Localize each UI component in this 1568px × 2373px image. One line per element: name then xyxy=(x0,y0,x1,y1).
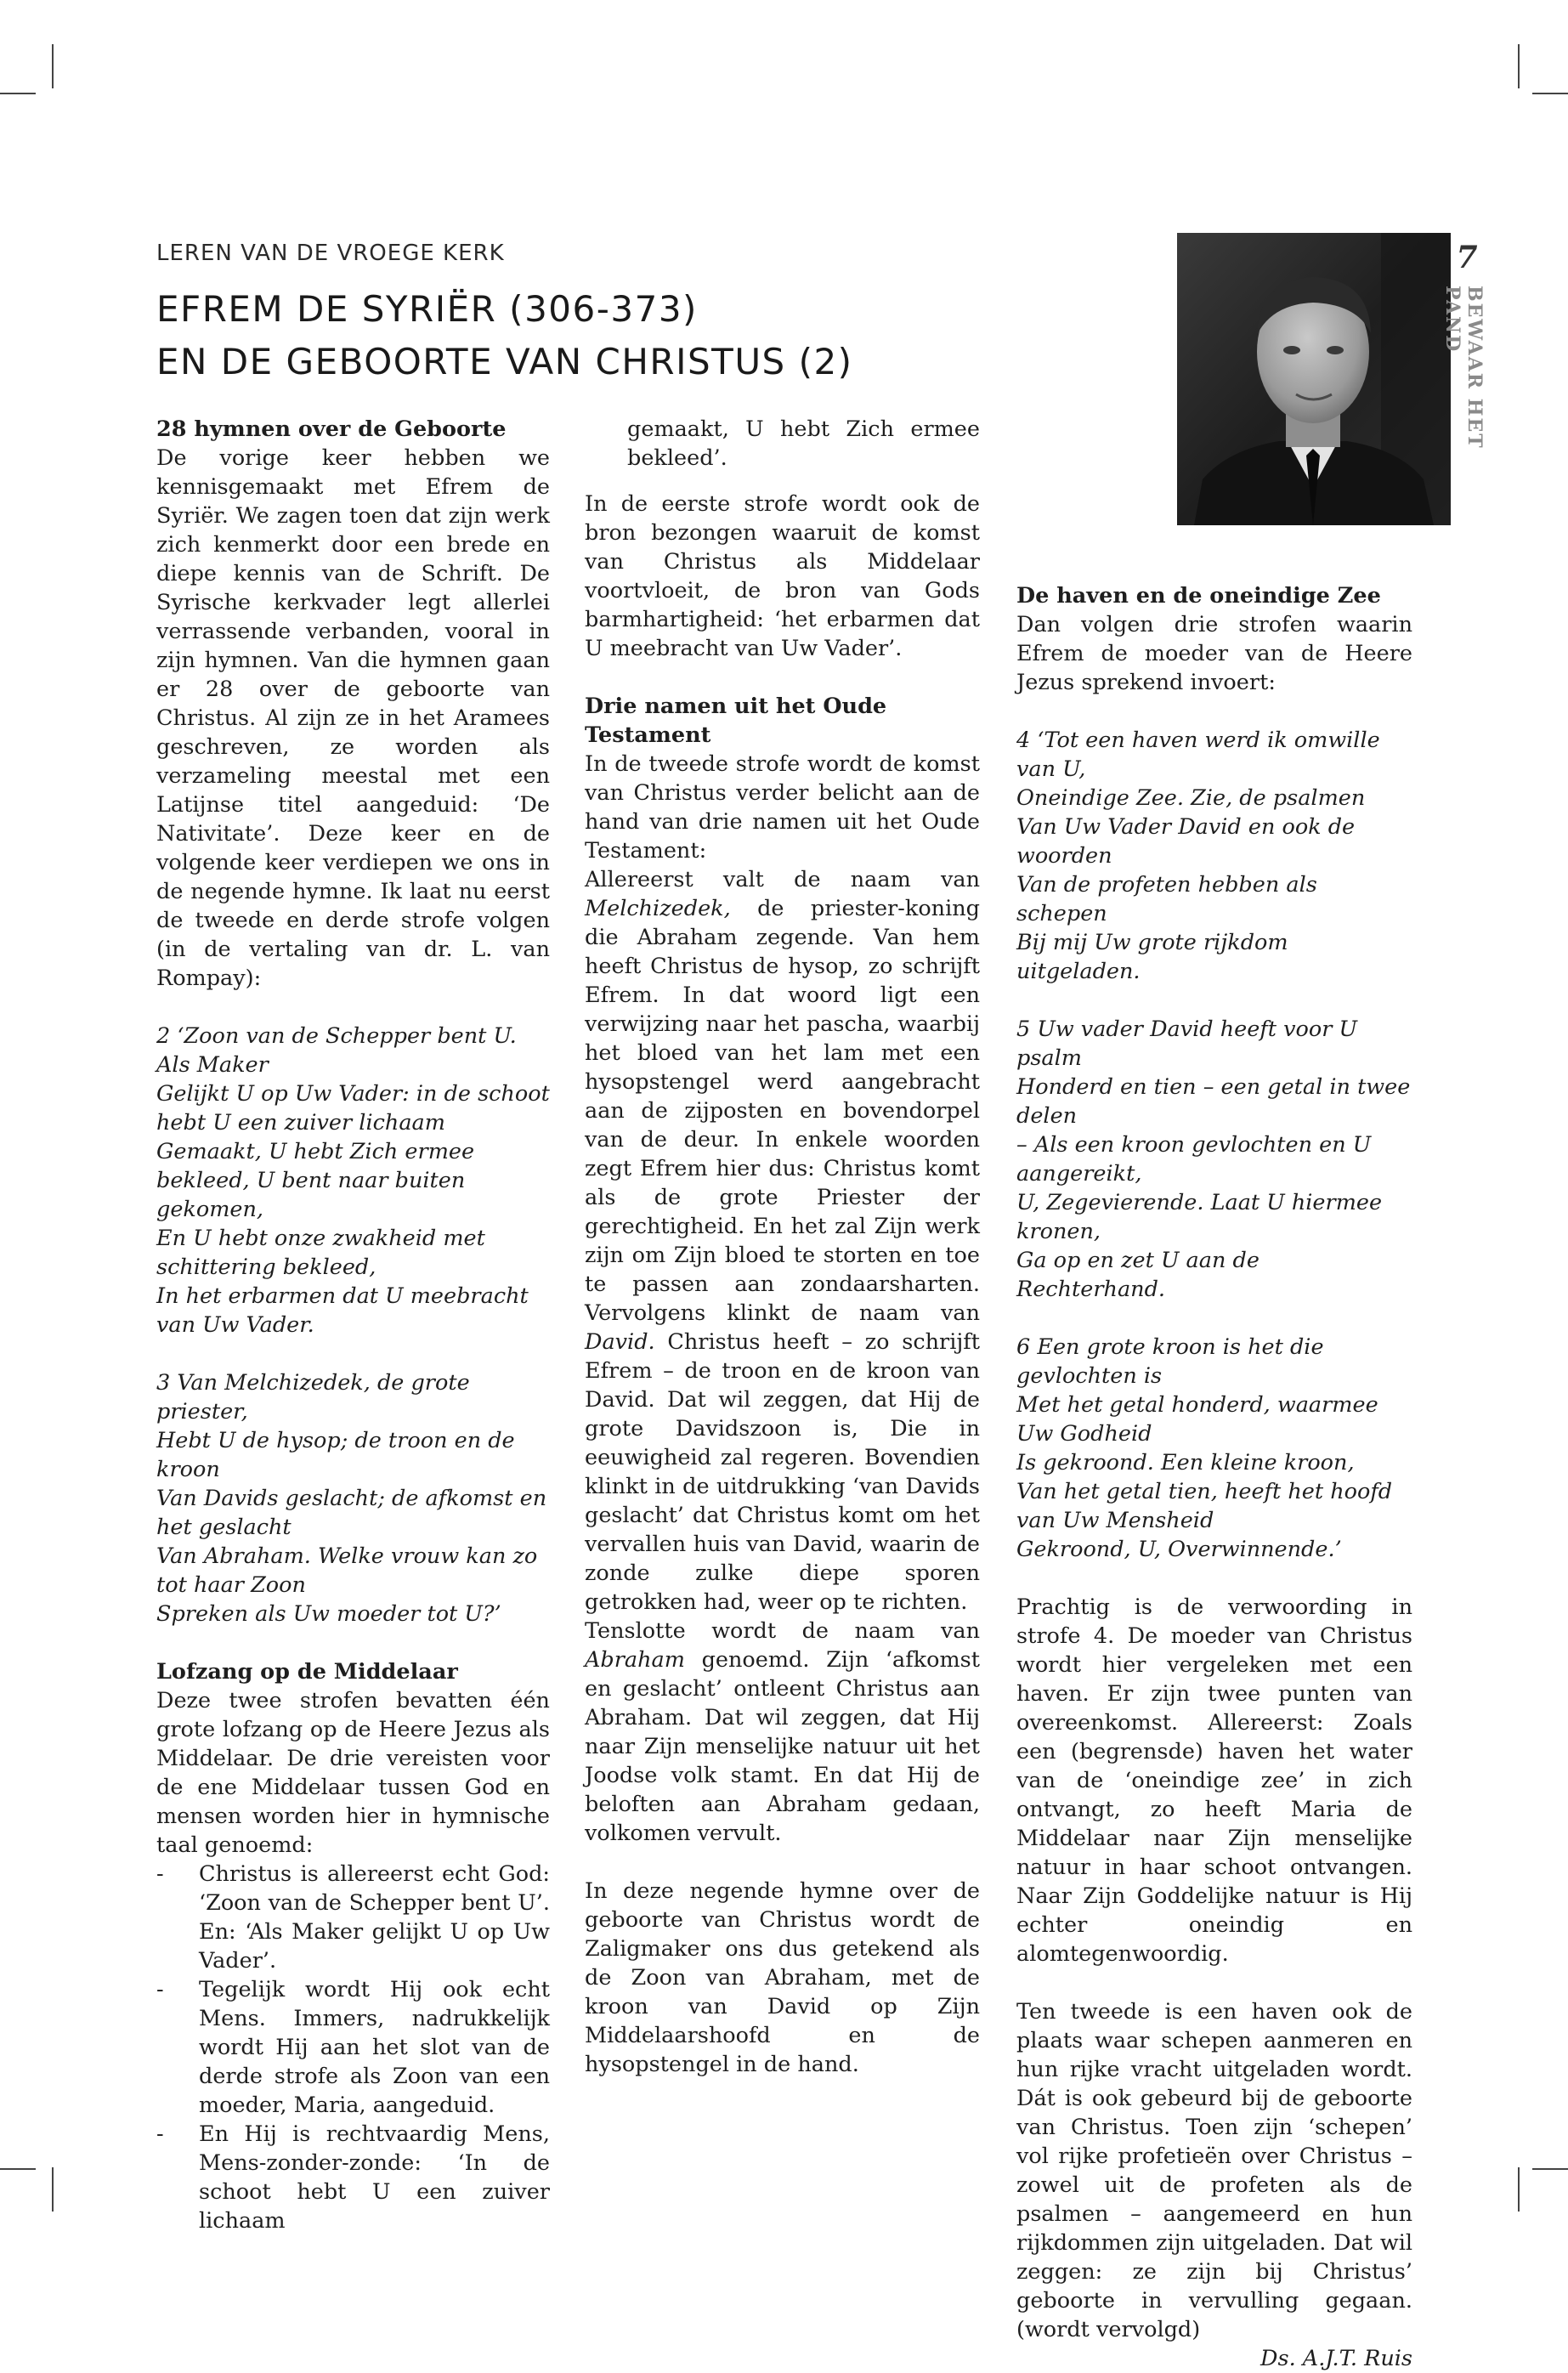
bullet-dash: - xyxy=(156,1977,164,2002)
paragraph: Dan volgen drie strofen waarin Efrem de moeder van de Heere Jezus sprekend invoert: xyxy=(1016,612,1412,695)
title-line-2: EN DE GEBOORTE VAN CHRISTUS (2) xyxy=(156,341,853,382)
verse-line: Van Uw Vader David en ook de woorden xyxy=(1016,814,1356,869)
verse-stanza-6 xyxy=(1016,1333,1412,1564)
crop-mark xyxy=(1518,44,1520,88)
title-line-1: EFREM DE SYRIËR (306-373) xyxy=(156,288,698,330)
author-photo xyxy=(1177,233,1451,525)
crop-mark xyxy=(1518,2167,1520,2212)
subheading: De haven en de oneindige Zee xyxy=(1016,583,1381,609)
list-item xyxy=(156,2120,550,2235)
verse-stanza-3 xyxy=(156,1368,550,1628)
verse-line: Bij mij Uw grote rijkdom uitgeladen. xyxy=(1016,930,1288,984)
verse-line: Spreken als Uw moeder tot U?’ xyxy=(156,1601,501,1627)
crop-mark xyxy=(0,2168,36,2170)
verse-line: Van Davids geslacht; de afkomst en het geslacht xyxy=(156,1486,547,1540)
verse-line: Oneindige Zee. Zie, de psalmen xyxy=(1016,785,1366,811)
subheading: Drie namen uit het Oude Testament xyxy=(585,694,887,748)
bullet-dash: - xyxy=(156,1861,164,1887)
crop-mark xyxy=(1532,93,1568,94)
verse-line: Gemaakt, U hebt Zich ermee bekleed, U bent naar buiten gekomen, xyxy=(156,1139,475,1222)
list-item-continuation: gemaakt, U hebt Zich ermee bekleed’. xyxy=(627,416,980,471)
verse-line: U, Zegevierende. Laat U hiermee kronen, xyxy=(1016,1190,1383,1244)
crop-mark xyxy=(1532,2168,1568,2170)
paragraph: Allereerst valt de naam van Melchizedek, de priester-koning die Abraham zegende. Van hem heeft Christus de hysop, zo schrijft Efrem. In dat woord ligt een verwijzing naar het pascha, waarbij het bloed van het lam met een hysopstengel werd aangebracht aan de zijposten en bovendorpel van de deur. In enkele woorden zegt Efrem hier dus: Christus komt als de grote Priester der gerechtigheid. En het zal Zijn werk zijn om Zijn bloed te storten en toe te passen aan zondaarsharten. Vervolgens klinkt de naam van David. Christus heeft – zo schrijft Efrem – de troon en de kroon van David. Dat wil zeggen, dat Hij de grote Davidszoon is, Die in eeuwigheid zal regeren. Bovendien klinkt in de uitdrukking ‘van Davids geslacht’ dat Christus komt om het vervallen huis van David, waarin de zonde zulke diepe sporen getrokken had, weer op te richten. xyxy=(585,867,980,1615)
paragraph: In de tweede strofe wordt de komst van Christus verder belicht aan de hand van drie namen uit het Oude Testament: xyxy=(585,751,980,864)
verse-line: Van Abraham. Welke vrouw kan zo tot haar Zoon xyxy=(156,1543,538,1598)
verse-line: 3 Van Melchizedek, de grote priester, xyxy=(156,1370,470,1424)
paragraph: De vorige keer hebben we kennisgemaakt met Efrem de Syriër. We zagen toen dat zijn werk zich kenmerkt door een brede en diepe kennis van de Schrift. De Syrische kerkvader legt allerlei verrassende verbanden, vooral in zijn hymnen. Van die hymnen gaan er 28 over de geboorte van Christus. Al zijn ze in het Aramees geschreven, ze worden als verzameling meestal met een Latijnse titel aangeduid: ‘De Nativitate’. Deze keer en de volgende keer verdiepen we ons in de negende hymne. Ik laat nu eerst de tweede en derde strofe volgen (in de vertaling van dr. L. van Rompay): xyxy=(156,445,550,991)
verse-stanza-4 xyxy=(1016,726,1412,986)
verse-line: 2 ‘Zoon van de Schepper bent U. Als Maker xyxy=(156,1023,517,1078)
verse-stanza-2 xyxy=(156,1022,550,1339)
verse-line: Hebt U de hysop; de troon en de kroon xyxy=(156,1428,515,1482)
crop-mark xyxy=(52,44,54,88)
verse-line: – Als een kroon gevlochten en U aangereikt, xyxy=(1016,1132,1372,1186)
subheading: Lofzang op de Middelaar xyxy=(156,1659,458,1685)
verse-line: In het erbarmen dat U meebracht van Uw Vader. xyxy=(156,1283,529,1338)
paragraph: Prachtig is de verwoording in strofe 4. De moeder van Christus wordt hier vergeleken met een haven. Er zijn twee punten van overeenkomst. Allereerst: Zoals een (begrensde) haven het water van de ‘oneindige zee’ in zich ontvangt, zo heeft Maria de Middelaar naar Zijn menselijke natuur in haar schoot ontvangen. Naar Zijn Goddelijke natuur is Hij echter oneindig en alomtegenwoordig. xyxy=(1016,1594,1412,1967)
column-1 xyxy=(156,415,550,2235)
column-2 xyxy=(585,415,980,2079)
verse-line: Van de profeten hebben als schepen xyxy=(1016,872,1317,926)
verse-line: Gelijkt U op Uw Vader: in de schoot hebt U een zuiver lichaam xyxy=(156,1081,550,1136)
list-item-text: En Hij is rechtvaardig Mens, Mens-zonder-zonde: ‘In de schoot hebt U een zuiver lichaam xyxy=(199,2121,550,2234)
paragraph: Tenslotte wordt de naam van Abraham genoemd. Zijn ‘afkomst en geslacht’ ontleent Christus aan Abraham. Dat wil zeggen, dat Hij naar Zijn menselijke natuur uit het Joodse volk stamt. En dat Hij de beloften aan Abraham gedaan, volkomen vervult. xyxy=(585,1618,980,1846)
verse-line: Ga op en zet U aan de Rechterhand. xyxy=(1016,1248,1259,1302)
magazine-title: BEWAAR HET PAND xyxy=(1441,286,1486,450)
verse-line: Met het getal honderd, waarmee Uw Godheid xyxy=(1016,1392,1378,1447)
crop-mark xyxy=(0,93,36,94)
article-title xyxy=(156,283,853,388)
requirements-list xyxy=(156,1860,550,2235)
column-3 xyxy=(1016,581,1412,2373)
verse-line: En U hebt onze zwakheid met schittering bekleed, xyxy=(156,1226,485,1280)
verse-stanza-5 xyxy=(1016,1015,1412,1304)
verse-line: Honderd en tien – een getal in twee delen xyxy=(1016,1074,1411,1129)
verse-line: 4 ‘Tot een haven werd ik omwille van U, xyxy=(1016,728,1380,782)
paragraph: Deze twee strofen bevatten één grote lofzang op de Heere Jezus als Middelaar. De drie vereisten voor de ene Middelaar tussen God en mensen worden hier in hymnische taal genoemd: xyxy=(156,1688,550,1858)
crop-mark xyxy=(52,2167,54,2212)
list-item xyxy=(156,1975,550,2120)
section-kicker: LEREN VAN DE VROEGE KERK xyxy=(156,241,505,266)
paragraph: Ten tweede is een haven ook de plaats waar schepen aanmeren en hun rijke vracht uitgeladen wordt. Dát is ook gebeurd bij de geboorte van Christus. Toen zijn ‘schepen’ vol rijke profetieën over Christus – zowel uit de profeten als de psalmen – aangemeerd en hun rijkdommen zijn uitgeladen. Dat wil zeggen: ze zijn bij Christus’ geboorte in vervulling gegaan. (wordt vervolgd) xyxy=(1016,1999,1412,2342)
verse-line: 6 Een grote kroon is het die gevlochten is xyxy=(1016,1334,1324,1389)
paragraph: In de eerste strofe wordt ook de bron bezongen waaruit de komst van Christus als Middelaar voortvloeit, de bron van Gods barmhartigheid: ‘het erbarmen dat U meebracht van Uw Vader’. xyxy=(585,491,980,661)
paragraph: In deze negende hymne over de geboorte van Christus wordt de Zaligmaker ons dus getekend als de Zoon van Abraham, met de kroon van David op Zijn Middelaarshoofd en de hysopstengel in de hand. xyxy=(585,1878,980,2077)
page-number: 7 xyxy=(1456,240,1478,275)
verse-line: Van het getal tien, heeft het hoofd van Uw Mensheid xyxy=(1016,1479,1393,1533)
list-item xyxy=(156,1860,550,1975)
author-signature: Ds. A.J.T. Ruis xyxy=(1260,2346,1412,2371)
verse-line: Gekroond, U, Overwinnende.’ xyxy=(1016,1537,1342,1562)
list-item-text: Tegelijk wordt Hij ook echt Mens. Immers, nadrukkelijk wordt Hij aan het slot van de derde strofe als Zoon van een moeder, Maria, aangeduid. xyxy=(199,1977,550,2118)
verse-line: 5 Uw vader David heeft voor U psalm xyxy=(1016,1017,1358,1071)
verse-line: Is gekroond. Een kleine kroon, xyxy=(1016,1450,1355,1475)
bullet-dash: - xyxy=(156,2121,164,2147)
subheading: 28 hymnen over de Geboorte xyxy=(156,416,507,442)
list-item-text: Christus is allereerst echt God: ‘Zoon van de Schepper bent U’. En: ‘Als Maker gelijkt U op Uw Vader’. xyxy=(199,1861,550,1974)
